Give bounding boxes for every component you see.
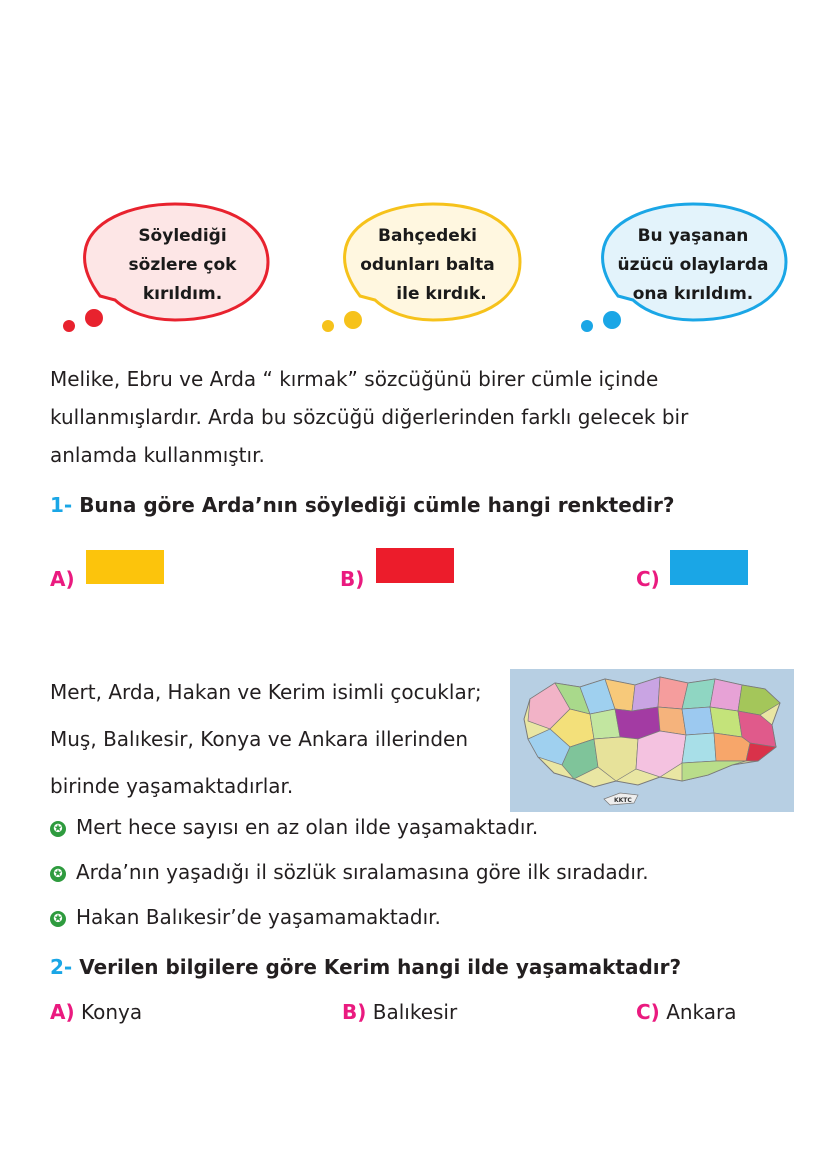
question-text: Verilen bilgilere göre Kerim hangi ilde yaşamaktadır? [79,955,682,979]
story-line: Muş, Balıkesir, Konya ve Ankara illerinden [50,727,469,751]
intro-line: Melike, Ebru ve Arda “ kırmak” sözcüğünü birer cümle içinde [50,367,659,391]
star-bullet-icon: ✪ [50,911,66,927]
q2-option-c[interactable] [636,1000,737,1024]
bubble-line: kırıldım. [142,284,223,304]
clue-text: Hakan Balıkesir’de yaşamamaktadır. [76,905,441,929]
clue-text: Mert hece sayısı en az olan ilde yaşamaktadır. [76,815,539,839]
option-letter: A) [50,567,75,591]
bubble-text-blue [603,222,783,309]
bubble-line: sözlere çok [128,255,237,275]
bubble-line: odunları balta [360,255,495,275]
clue-item [50,860,649,884]
turkey-map-image [510,669,794,812]
q1-option-c[interactable] [636,567,660,591]
option-text: Balıkesir [372,1000,458,1024]
option-letter: C) [636,1000,660,1024]
option-letter: B) [340,567,365,591]
question-number: 1- [50,493,73,517]
story-line: Mert, Arda, Hakan ve Kerim isimli çocuklar; [50,680,482,704]
q1-option-a[interactable] [50,567,75,591]
star-bullet-icon: ✪ [50,821,66,837]
clue-item [50,905,441,929]
q1-option-b[interactable] [340,567,364,591]
intro-line: anlamda kullanmıştır. [50,443,265,467]
intro-paragraph [50,360,688,474]
bubble-line: üzücü olaylarda [617,255,769,275]
bubble-text-yellow [340,222,515,309]
bubble-line: ona kırıldım. [632,284,754,304]
option-letter: A) [50,1000,75,1024]
q1-option-b-swatch[interactable] [376,548,454,583]
star-bullet-icon: ✪ [50,866,66,882]
story-line: birinde yaşamaktadırlar. [50,774,294,798]
q1-option-c-swatch[interactable] [670,550,748,585]
option-text: Ankara [666,1000,737,1024]
bubble-line: Bu yaşanan [637,226,749,246]
q1-option-a-swatch[interactable] [86,550,164,584]
question-number: 2- [50,955,73,979]
q2-option-b[interactable] [342,1000,457,1024]
bubble-line: ile kırdık. [396,284,487,304]
question-2 [50,955,681,979]
bubble-line: Söylediği [138,226,227,246]
q2-option-a[interactable] [50,1000,142,1024]
option-text: Konya [80,1000,143,1024]
bubble-line: Bahçedeki [378,226,477,246]
option-letter: B) [342,1000,367,1024]
clue-text: Arda’nın yaşadığı il sözlük sıralamasına göre ilk sıradadır. [76,860,649,884]
question-text: Buna göre Arda’nın söylediği cümle hangi renktedir? [79,493,675,517]
option-letter: C) [636,567,660,591]
question-1 [50,493,674,517]
bubble-text-red [95,222,270,309]
story-paragraph [50,669,482,810]
map-label: KKTC [614,797,632,804]
clue-item [50,815,538,839]
intro-line: kullanmışlardır. Arda bu sözcüğü diğerlerinden farklı gelecek bir [50,405,689,429]
